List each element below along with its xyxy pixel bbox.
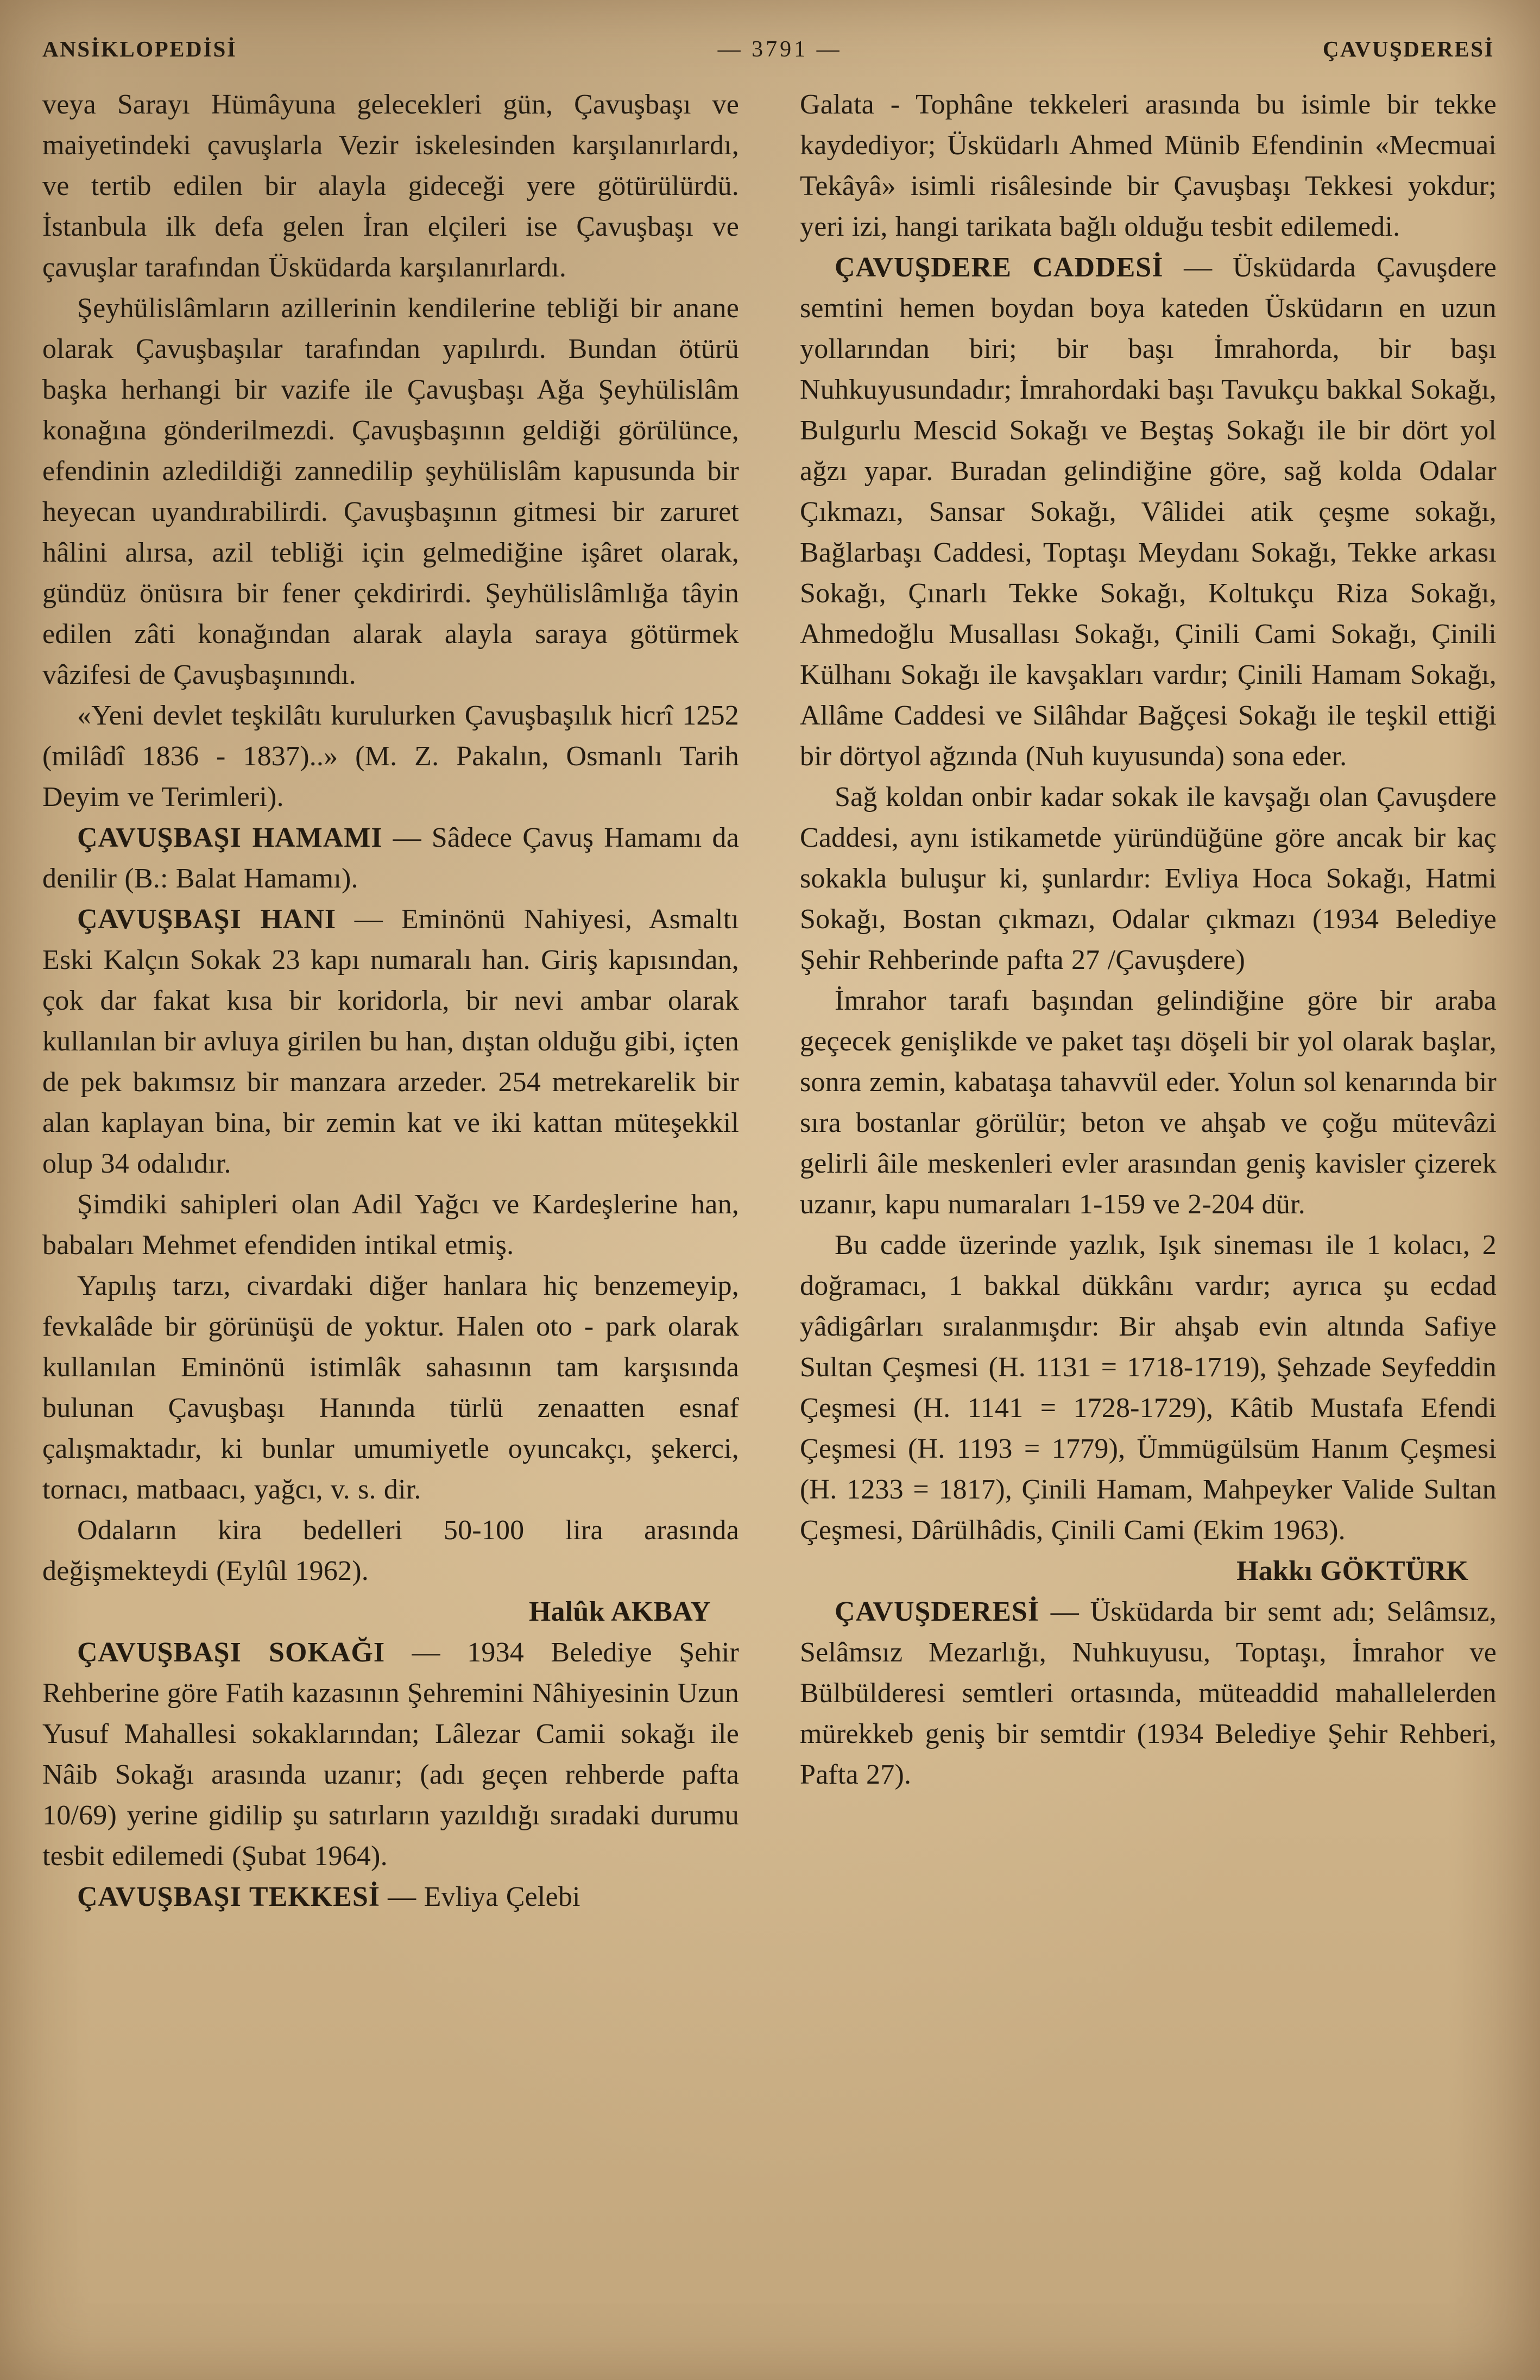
left-column (42, 84, 739, 1917)
body-paragraph: Yapılış tarzı, civardaki diğer hanlara hiç benzemeyip, fevkalâde bir görünüşü de yoktur. Halen oto - park olarak kullanılan Eminönü istimlâk sahasının tam karşısında bulunan Çavuşbaşı Hanında türlü zenaatten esnaf çalışmaktadır, ki bunlar umumiyetle oyuncakçı, şekerci, tornacı, matbaacı, yağcı, v. s. dir. (42, 1270, 739, 1505)
entry-title: ÇAVUŞBAŞI HAMAMI (77, 822, 383, 853)
page-number: — 3791 — (717, 37, 842, 62)
body-paragraph: İmrahor tarafı başından gelindiğine göre bir araba geçecek genişlikde ve paket taşı döşeli bir yol olarak başlar, sonra zemin, kabataşa tahavvül eder. Yolun sol kenarında bir sıra bostanlar görülür; beton ve ahşab ve çoğu mütevâzi gelirli âile meskenleri evler arasından geniş kavisler çizerek uzanır, kapu numaraları 1-159 ve 2-204 dür. (800, 985, 1497, 1220)
entry-title: ÇAVUŞDERESİ (835, 1596, 1040, 1627)
text-columns (42, 84, 1497, 1917)
entry-title: ÇAVUŞDERE CADDESİ (835, 252, 1164, 283)
entry-title: ÇAVUŞBAŞI TEKKESİ (77, 1881, 380, 1912)
entry-title: ÇAVUŞBAŞI HANI (77, 904, 337, 935)
body-paragraph: Sağ koldan onbir kadar sokak ile kavşağı olan Çavuşdere Caddesi, aynı istikametde yüründüğüne göre ancak bir kaç sokakla buluşur ki, şunlardır: Evliya Hoca Sokağı, Hatmi Sokağı, Bostan çıkmazı, Odalar çıkmazı (1934 Belediye Şehir Rehberinde pafta 27 /Çavuşdere) (800, 782, 1497, 975)
body-paragraph: «Yeni devlet teşkilâtı kurulurken Çavuşbaşılık hicrî 1252 (milâdî 1836 - 1837)..» (M. Z. Pakalın, Osmanlı Tarih Deyim ve Terimleri). (42, 700, 739, 813)
header-book-title: ANSİKLOPEDİSİ (42, 36, 237, 61)
body-paragraph: Galata - Tophâne tekkeleri arasında bu isimle bir tekke kaydediyor; Üsküdarlı Ahmed Münib Efendinin «Mecmuai Tekâyâ» isimli risâlesinde bir Çavuşbaşı Tekkesi yokdur; yeri izi, hangi tarikata bağlı olduğu tesbit edilemedi. (800, 89, 1497, 242)
author-signature: Halûk AKBAY (528, 1596, 711, 1627)
entry-paragraph: ÇAVUŞBAŞI SOKAĞI — 1934 Belediye Şehir Rehberine göre Fatih kazasının Şehremini Nâhiyesinin Uzun Yusuf Mahallesi sokaklarından; Lâlezar Camii sokağı ile Nâib Sokağı arasında uzanır; (adı geçen rehberde pafta 10/69) yerine gidilip şu satırların yazıldığı sıradaki durumu tesbit edilemedi (Şubat 1964). (42, 1637, 740, 1872)
body-paragraph: Bu cadde üzerinde yazlık, Işık sineması ile 1 kolacı, 2 doğramacı, 1 bakkal dükkânı vardır; ayrıca şu ecdad yâdigârları sıralanmışdır: Bir ahşab evin altında Safiye Sultan Çeşmesi (H. 1131 = 1718-1719), Şehzade Seyfeddin Çeşmesi (H. 1141 = 1728-1729), Kâtib Mustafa Efendi Çeşmesi (H. 1193 = 1779), Ümmügülsüm Hanım Çeşmesi (H. 1233 = 1817), Çinili Hamam, Mahpeyker Valide Sultan Çeşmesi, Dârülhâdis, Çinili Cami (Ekim 1963). (800, 1230, 1497, 1546)
entry-paragraph: ÇAVUŞBAŞI HAMAMI — Sâdece Çavuş Hamamı da denilir (B.: Balat Hamamı). (42, 822, 739, 894)
right-column (800, 84, 1497, 1917)
body-paragraph: Odaların kira bedelleri 50-100 lira arasında değişmekteydi (Eylûl 1962). (42, 1515, 739, 1586)
author-signature: Hakkı GÖKTÜRK (1236, 1556, 1468, 1586)
body-paragraph: veya Sarayı Hümâyuna gelecekleri gün, Çavuşbaşı ve maiyetindeki çavuşlarla Vezir iskelesinden karşılanırlardı, ve tertib edilen bir alayla gideceği yere götürülürdü. İstanbula ilk defa gelen İran elçileri ise Çavuşbaşı ve çavuşlar tarafından Üsküdarda karşılanırlardı. (42, 89, 739, 283)
entry-paragraph: ÇAVUŞDERESİ — Üsküdarda bir semt adı; Selâmsız, Selâmsız Mezarlığı, Nuhkuyusu, Toptaşı, İmrahor ve Bülbülderesi semtleri ortasında, müteaddid mahallelerden mürekkeb geniş bir semtdir (1934 Belediye Şehir Rehberi, Pafta 27). (800, 1596, 1497, 1790)
entry-paragraph: ÇAVUŞDERE CADDESİ — Üsküdarda Çavuşdere semtini hemen boydan boya kateden Üsküdarın en uzun yollarından biri; bir başı İmrahorda, bir başı Nuhkuyusundadır; İmrahordaki başı Tavukçu bakkal Sokağı, Bulgurlu Mescid Sokağı ve Beştaş Sokağı ile bir dört yol ağzı yapar. Buradan gelindiğine göre, sağ kolda Odalar Çıkmazı, Sansar Sokağı, Vâlidei atik çeşme sokağı, Bağlarbaşı Caddesi, Toptaşı Meydanı Sokağı, Tekke arkası Sokağı, Çınarlı Tekke Sokağı, Koltukçu Riza Sokağı, Ahmedoğlu Musallası Sokağı, Çinili Cami Sokağı, Çinili Külhanı Sokağı ile kavşakları vardır; Çinili Hamam Sokağı, Allâme Caddesi ve Silâhdar Bağçesi Sokağı ile teşkil ettiği bir dörtyol ağzında (Nuh kuyusunda) sona eder. (800, 252, 1497, 772)
page-header (42, 36, 1494, 62)
entry-paragraph: ÇAVUŞBAŞI TEKKESİ — Evliya Çelebi (77, 1881, 580, 1912)
header-entry-title: ÇAVUŞDERESİ (1322, 36, 1494, 61)
entry-paragraph: ÇAVUŞBAŞI HANI — Eminönü Nahiyesi, Asmaltı Eski Kalçın Sokak 23 kapı numaralı han. Giriş kapısından, çok dar fakat kısa bir koridorla, bir nevi ambar olarak kullanılan bir avluya girilen bu han, dıştan olduğu gibi, içten de pek bakımsız bir manzara arzeder. 254 metrekarelik bir alan kaplayan bina, bir zemin kat ve iki kattan müteşekkil olup 34 odalıdır. (42, 904, 739, 1179)
body-paragraph: Şeyhülislâmların azillerinin kendilerine tebliği bir anane olarak Çavuşbaşılar tarafından yapılırdı. Bundan ötürü başka herhangi bir vazife ile Çavuşbaşı Ağa Şeyhülislâm konağına gönderilmezdi. Çavuşbaşının geldiği görülünce, efendinin azledildiği zannedilip şeyhülislâm kapusunda bir heyecan uyandırabilirdi. Çavuşbaşının gitmesi bir zaruret hâlini alırsa, azil tebliği için gelmediğine işâret olarak, gündüz önüsıra bir fener çekdirirdi. Şeyhülislâmlığa tâyin edilen zâti konağından alarak alayla saraya götürmek vâzifesi de Çavuşbaşınındı. (42, 293, 739, 690)
body-paragraph: Şimdiki sahipleri olan Adil Yağcı ve Kardeşlerine han, babaları Mehmet efendiden intikal etmiş. (42, 1189, 739, 1261)
entry-title: ÇAVUŞBAŞI SOKAĞI (77, 1637, 386, 1668)
